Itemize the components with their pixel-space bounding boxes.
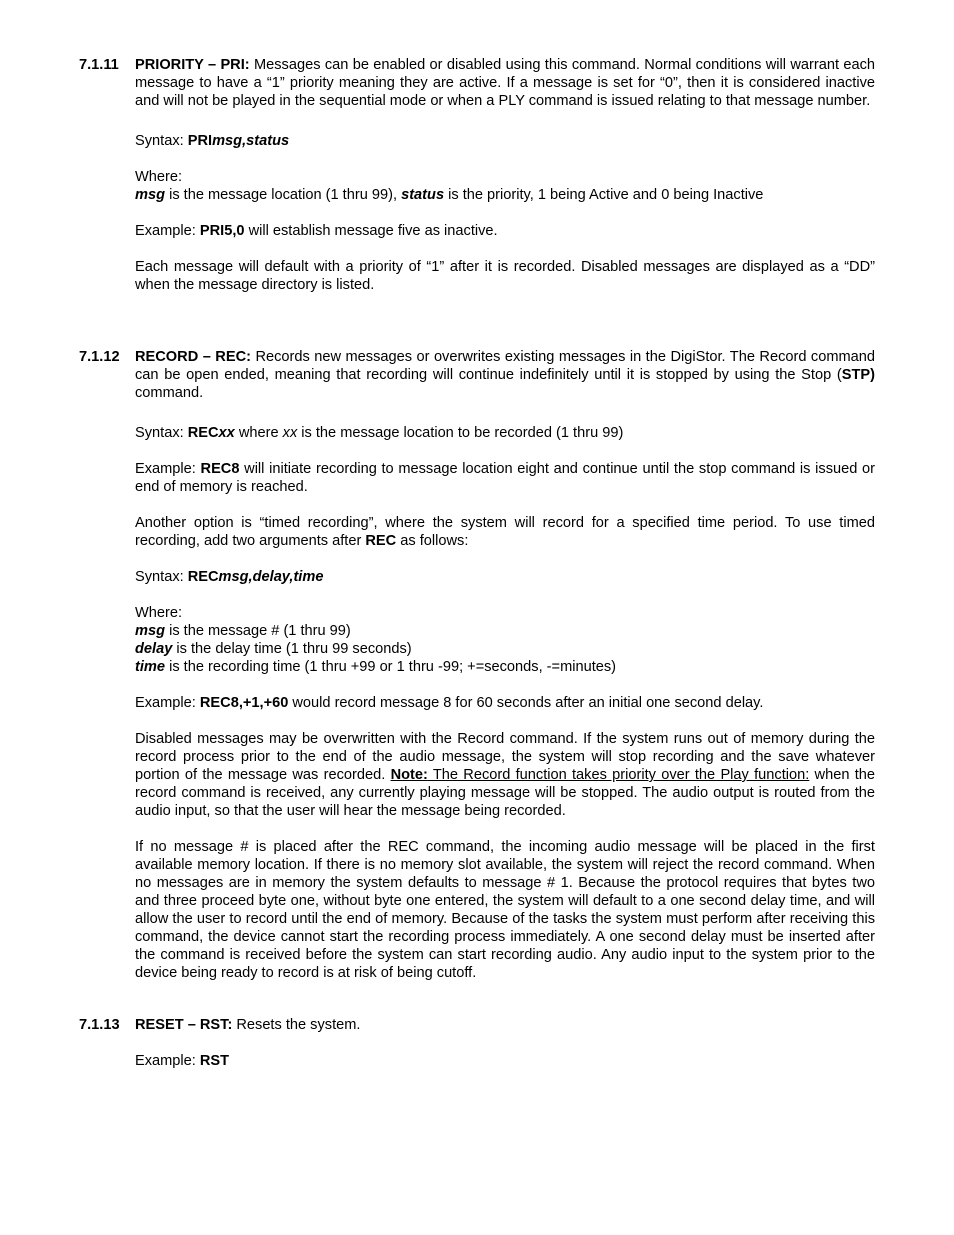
- priority-syntax: Syntax: PRImsg,status: [135, 133, 290, 149]
- record-syntax-timed: Syntax: RECmsg,delay,time: [135, 569, 324, 585]
- command-title: RESET – RST:: [135, 1017, 233, 1033]
- record-no-message-note: If no message # is placed after the REC command, the incoming audio message will be placed in the first available memory location. If there is no memory slot available, the system will reject the record command. When no messages are in memory the system defaults to message # 1. Because the protocol requires that bytes two and three proceed byte one, without byte one entered, the system will default to a one second delay time, and will allow the user to record until the end of memory. Because of the tasks the system must perform after receiving this command, the device cannot start the recording process immediately. A one second delay must be inserted after the command is received before the system can start recording audio. Any audio input to the system prior to the device being ready to record is at risk of being cutoff.: [135, 839, 875, 981]
- record-where-time: time is the recording time (1 thru +99 or 1 thru -99; +=seconds, -=minutes): [135, 659, 617, 675]
- section-number: 7.1.12: [79, 349, 120, 365]
- priority-where-label: Where:: [135, 169, 183, 185]
- priority-description: PRIORITY – PRI: Messages can be enabled or disabled using this command. Normal conditions will warrant each message to have a “1” priority meaning they are active. If a message is set for “0”, then it is considered inactive and will not be played in the sequential mode or when a PLY command is issued relating to that message number.: [135, 57, 875, 109]
- section-reset: [79, 1016, 875, 1070]
- reset-description: RESET – RST: Resets the system.: [135, 1017, 361, 1033]
- section-priority: [79, 56, 875, 294]
- priority-note: Each message will default with a priority of “1” after it is recorded. Disabled messages are displayed as a “DD” when the message directory is listed.: [135, 259, 875, 293]
- record-example-basic: Example: REC8 will initiate recording to message location eight and continue until the stop command is issued or end of memory is reached.: [135, 461, 876, 495]
- record-timed-intro: Another option is “timed recording”, where the system will record for a specified time period. To use timed recording, add two arguments after REC as follows:: [135, 515, 875, 549]
- command-title: RECORD – REC:: [135, 349, 251, 365]
- reset-example: Example: RST: [135, 1053, 230, 1069]
- section-record: [79, 348, 875, 982]
- record-disabled-note: Disabled messages may be overwritten with the Record command. If the system runs out of memory during the record process prior to the end of the audio message, the system will stop recording and the save whatever portion of the message was recorded. Note: The Record function takes priority over the Play function: when the record command is received, any currently playing message will be stopped. The audio output is routed from the audio input, so that the user will hear the message being recorded.: [135, 731, 876, 819]
- priority-example: Example: PRI5,0 will establish message five as inactive.: [135, 223, 498, 239]
- record-description: RECORD – REC: Records new messages or overwrites existing messages in the DigiStor. The Record command can be open ended, meaning that recording will continue indefinitely until it is stopped by using the Stop (STP) command.: [135, 349, 876, 401]
- record-syntax-basic: Syntax: RECxx where xx is the message location to be recorded (1 thru 99): [135, 425, 624, 441]
- record-where-delay: delay is the delay time (1 thru 99 seconds): [135, 641, 412, 657]
- priority-where-text: msg is the message location (1 thru 99), status is the priority, 1 being Active and 0 being Inactive: [135, 187, 764, 203]
- command-title: PRIORITY – PRI:: [135, 57, 250, 73]
- record-where-msg: msg is the message # (1 thru 99): [135, 623, 351, 639]
- section-number: 7.1.13: [79, 1017, 120, 1033]
- record-example-timed: Example: REC8,+1,+60 would record message 8 for 60 seconds after an initial one second delay.: [135, 695, 764, 711]
- section-number: 7.1.11: [79, 57, 119, 73]
- record-where-label: Where:: [135, 605, 183, 621]
